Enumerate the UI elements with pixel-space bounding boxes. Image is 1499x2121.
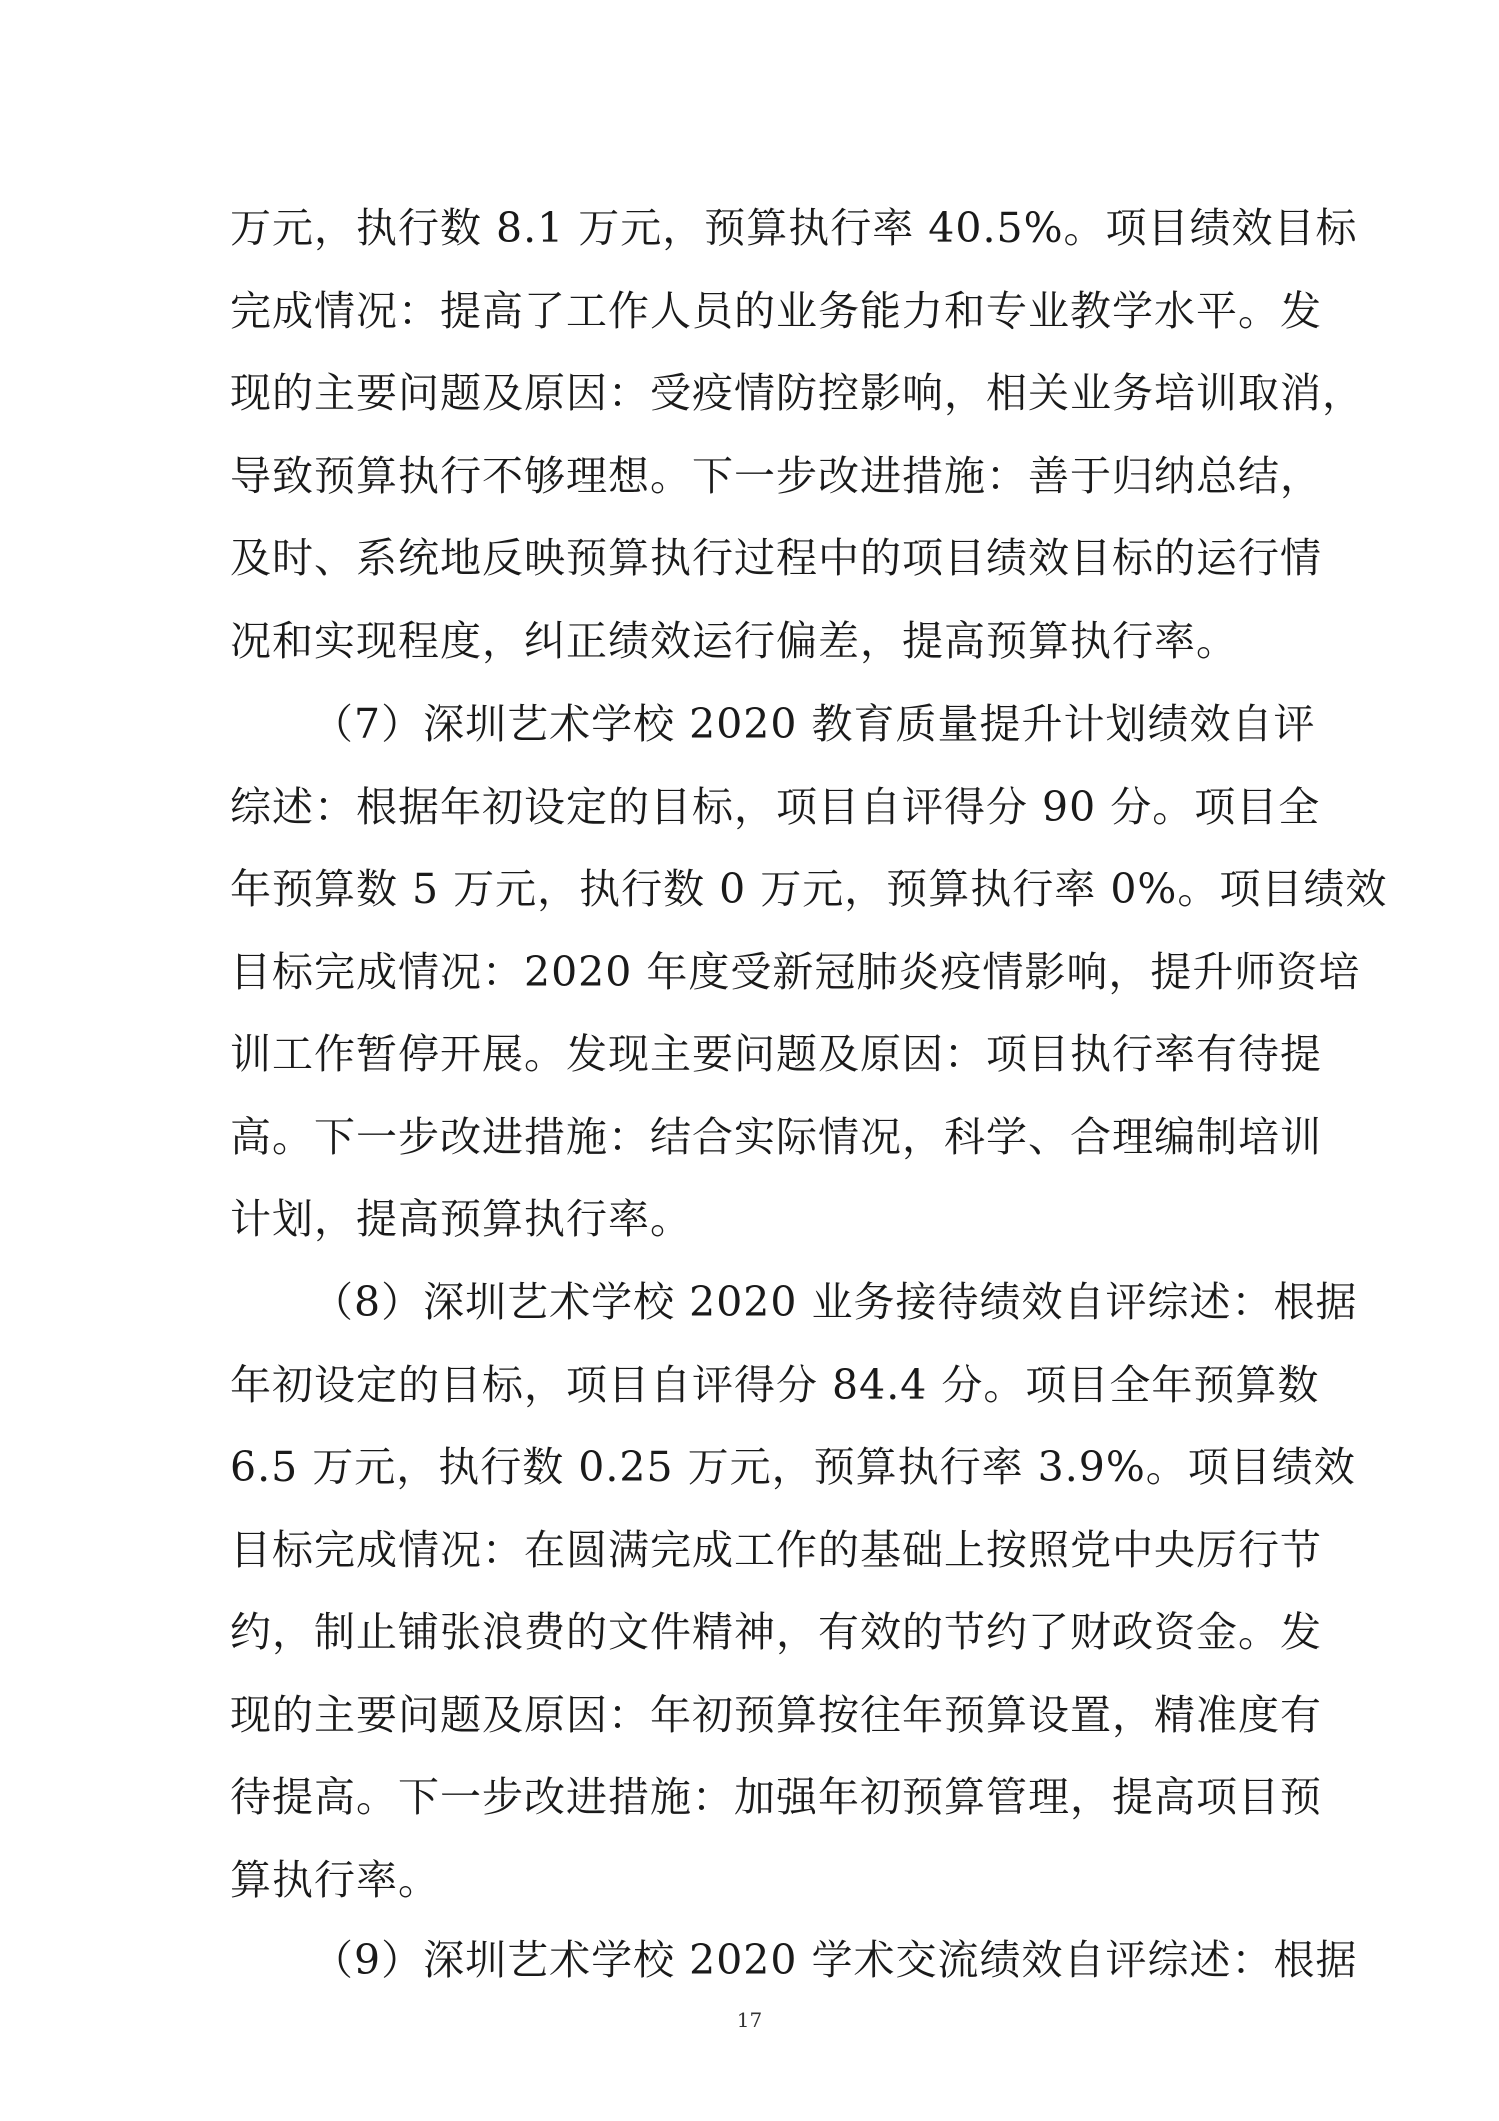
text-line: 年初设定的目标，项目自评得分 84.4 分。项目全年预算数 (230, 1360, 1320, 1409)
text-line: （9）深圳艺术学校 2020 学术交流绩效自评综述：根据 (312, 1936, 1358, 1984)
text-line: 导致预算执行不够理想。下一步改进措施：善于归纳总结， (230, 451, 1322, 500)
text-line: 约，制止铺张浪费的文件精神，有效的节约了财政资金。发 (230, 1608, 1322, 1656)
paragraph-continued (230, 187, 1364, 682)
text-line: 训工作暂停开展。发现主要问题及原因：项目执行率有待提 (230, 1030, 1322, 1078)
text-line: 况和实现程度，纠正绩效运行偏差，提高预算执行率。 (230, 616, 1238, 665)
text-line: （8）深圳艺术学校 2020 业务接待绩效自评综述：根据 (312, 1278, 1358, 1326)
text-line: 现的主要问题及原因：年初预算按往年预算设置，精准度有 (230, 1690, 1322, 1739)
text-line: 目标完成情况：在圆满完成工作的基础上按照党中央厉行节 (230, 1525, 1322, 1574)
paragraph-item-8 (230, 1261, 1358, 1921)
text-line: 算执行率。 (230, 1855, 440, 1904)
text-line: 高。下一步改进措施：结合实际情况，科学、合理编制培训 (230, 1112, 1322, 1161)
text-line: 现的主要问题及原因：受疫情防控影响，相关业务培训取消， (230, 369, 1364, 417)
text-line: 及时、系统地反映预算执行过程中的项目绩效目标的运行情 (230, 534, 1322, 582)
text-line: 综述：根据年初设定的目标，项目自评得分 90 分。项目全 (230, 782, 1321, 831)
paragraph-item-9 (230, 1919, 1358, 2002)
text-line: 万元，执行数 8.1 万元，预算执行率 40.5%。项目绩效目标 (230, 204, 1358, 252)
text-line: 完成情况：提高了工作人员的业务能力和专业教学水平。发 (230, 286, 1322, 335)
text-line: 年预算数 5 万元，执行数 0 万元，预算执行率 0%。项目绩效 (230, 865, 1388, 913)
text-line: 目标完成情况：2020 年度受新冠肺炎疫情影响，提升师资培 (230, 947, 1361, 996)
page-number: 17 (736, 2008, 763, 2032)
text-line: 6.5 万元，执行数 0.25 万元，预算执行率 3.9%。项目绩效 (230, 1443, 1356, 1491)
text-line: 待提高。下一步改进措施：加强年初预算管理，提高项目预 (230, 1773, 1322, 1821)
text-line: （7）深圳艺术学校 2020 教育质量提升计划绩效自评 (312, 700, 1316, 748)
text-line: 计划，提高预算执行率。 (230, 1195, 692, 1243)
paragraph-item-7 (230, 683, 1388, 1261)
